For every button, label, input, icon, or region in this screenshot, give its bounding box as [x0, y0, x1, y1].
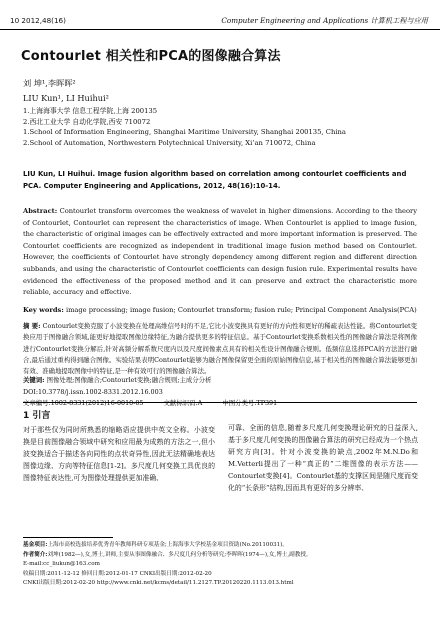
dates-note: 收稿日期:2011-12-12 修回日期:2012-01-17 CNKI出版日期:2012-02-20 [23, 570, 212, 577]
fund-label: 基金项目: [23, 542, 48, 548]
affiliation-line: 1.School of Information Engineering, Shanghai Maritime University, Shanghai 200135, China [23, 128, 346, 136]
fund-text: 上海市高校选拔培养优秀青年教师科研专项基金;上海海事大学校基金项目资助(No.20110031)。 [47, 542, 288, 548]
citation-line: LIU Kun, LI Huihui. Image fusion algorithm based on correlation among contourlet coefficients and PCA. Computer Engineering and Applications, 2012, 48(16):10-14. [23, 170, 407, 190]
keywords-english [23, 305, 417, 316]
authors-english: LIU Kun¹, LI Huihui² [23, 93, 109, 103]
affiliation-line: 2.School of Automation, Northwestern Polytechnical University, Xi’an 710072, China [23, 139, 316, 147]
body-column-right [228, 422, 418, 495]
body-paragraph: 可靠、全面的信息,随着多尺度几何变换理论研究的日益深入,基于多尺度几何变换的图像融合算法的研究已经成为一个热点研究方向[3]。针对小波变换的缺点,2002年M.N.Do和M.Vetterli提出了一种“真正的”二维图像的表示方法——Contourlet变换[4]。Contourlet基的支撑区间是随尺度而变化的“长条形”结构,因而具有更好的多分辨率、 [228, 424, 418, 493]
author-text: 刘坤(1982—),女,博士,讲师,主要从事图像融合、多尺度几何分析等研究;李晖晖(1974—),女,博士,副教授。 [47, 551, 312, 558]
abstract-text: Contourlet变换克服了小波变换在处理高维信号时的不足,它比小波变换具有更好的方向性和更好的稀疏表达性能。将Contourlet变换应用于图像融合领域,能更好地提取图像边缘特征,为融合提供更多的特征信息。基于Contourlet变换系数相关性的图像融合算法是将图像进行Contourlet变换分解后,针对高频分解系数尺度内以及尺度间像素点具有的相关性设计图像融合规则。低频信息选择PCA的方法进行融合,最后通过重构得到融合图像。实验结果表明Contourlet能够为融合图像保留更全面的原始图像信息,基于相关性的图像融合算法能够更加有效、准确地提取图像中的特征,是一种有效可行的图像融合算法。 [23, 322, 417, 376]
abstract-label: Abstract: [23, 207, 58, 215]
abstract-text: Contourlet transform overcomes the weakness of wavelet in higher dimensions. According to the theory of Contourlet, Contourlet can represent the characteristics of image. When Contourlet is applied to image fusion, the characteristic of original images can be effectively extracted and more important information is preserved. The Contourlet coefficients are recognized as independent in traditional image fusion method based on Contourlet. However, the coefficients of Contourlet have strongly dependency among different region and different direction subbands, and using the characteristic of Contourlet coefficients can design fusion rule. Experimental results have evidenced the effectiveness of the proposed method and it can preserve and extract the characteristic more reliable, accuracy and effective. [23, 207, 417, 297]
email-note: E-mail:cc_liukun@163.com [23, 561, 100, 568]
body-column-left [23, 408, 215, 484]
affiliations-english [23, 127, 346, 149]
document-identifiers [23, 387, 417, 409]
paper-title: Contourlet 相关性和PCA的图像融合算法 [21, 49, 281, 64]
keywords-chinese [23, 375, 417, 386]
body-paragraph: 对于那些仅为同时所熟悉的缩略语应提供中英文全称。小波变换是目前图像融合领域中研究和应用最为成熟的方法之一,但小波变换适合于描述各向同性的点状奇异性,因此无法精确地表达图像边缘、方向等特征信息[1-2]。多尺度几何变换工具优良的图像特征表达性,可为图像处理提供更加准确、 [23, 426, 215, 483]
affiliations-chinese [23, 106, 157, 128]
fund-note [23, 541, 417, 551]
article-number: 文章编号:1002-8331(2012)16-0010-05 [23, 399, 144, 407]
header-rule [0, 29, 440, 30]
section-heading: 1 引言 [23, 411, 51, 421]
footnotes [23, 541, 417, 589]
abstract-english [23, 206, 417, 299]
cnki-note: CNKI出版日期:2012-02-20 http://www.cnki.net/kcms/detail/11.2127.TP.20120220.1113.013.html [23, 580, 294, 587]
abstract-chinese [23, 321, 417, 377]
classification-number: 中图分类号:TP391 [222, 399, 278, 407]
abstract-label: 摘 要: [23, 322, 41, 330]
footnote-rule [23, 537, 113, 538]
author-label: 作者简介: [23, 551, 48, 558]
journal-name: Computer Engineering and Applications 计算机工程与应用 [221, 16, 428, 25]
keywords-label: Key words: [23, 306, 64, 314]
authors-chinese: 刘 坤¹,李晖晖² [23, 78, 76, 88]
author-note [23, 551, 417, 561]
running-header [0, 0, 440, 34]
page-number-volume: 10 2012,48(16) [10, 16, 66, 25]
affiliation-line: 2.西北工业大学 自动化学院,西安 710072 [23, 118, 151, 126]
document-code: 文献标识码:A [163, 399, 203, 407]
section-rule [23, 402, 417, 403]
affiliation-line: 1.上海海事大学 信息工程学院,上海 200135 [23, 107, 158, 115]
keywords-text: 图像处理;图像融合;Contourlet变换;融合规则;主成分分析 [46, 376, 212, 384]
keywords-label: 关键词: [23, 376, 45, 384]
keywords-text: image processing; image fusion; Contourlet transform; fusion rule; Principal Component Analysis(PCA) [65, 306, 417, 314]
doi: DOI:10.3778/j.issn.1002-8331.2012.16.003 [23, 388, 163, 396]
